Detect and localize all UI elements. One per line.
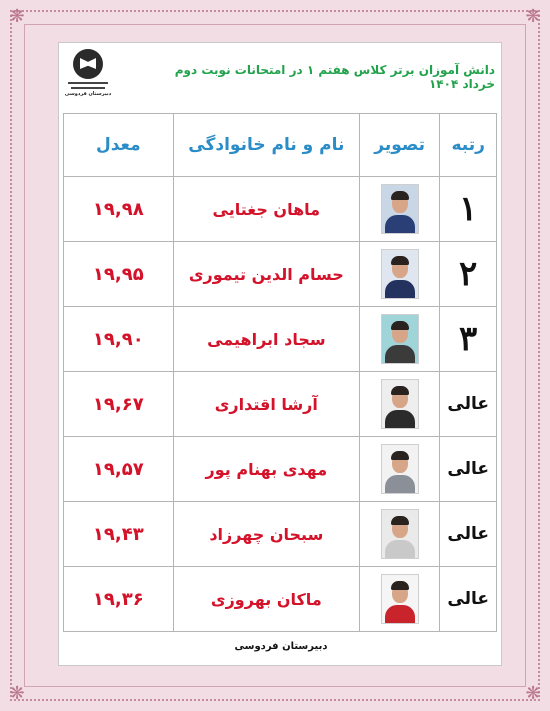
hair — [391, 191, 409, 200]
rank-cell — [440, 242, 497, 307]
shirt — [385, 215, 415, 234]
student-name: سجاد ابراهیمی — [207, 329, 326, 349]
table-row — [64, 177, 497, 242]
shirt — [385, 540, 415, 559]
name-cell — [173, 437, 359, 502]
school-logo — [65, 49, 111, 101]
column-header-average: معدل — [64, 114, 174, 177]
average-cell — [64, 242, 174, 307]
average-value: ۱۹,۵۷ — [92, 458, 144, 480]
student-photo — [381, 509, 419, 559]
student-photo — [381, 379, 419, 429]
photo-cell — [360, 177, 440, 242]
rank-cell — [440, 372, 497, 437]
corner-ornament-icon: ❋ — [9, 6, 25, 27]
shirt — [385, 475, 415, 494]
average-cell — [64, 177, 174, 242]
average-cell — [64, 307, 174, 372]
name-cell — [173, 242, 359, 307]
rank-value: عالی — [447, 589, 489, 609]
student-name: حسام الدین تیموری — [188, 264, 344, 284]
name-cell — [173, 307, 359, 372]
student-photo — [381, 444, 419, 494]
hair — [391, 256, 409, 265]
average-value: ۱۹,۹۰ — [92, 328, 144, 350]
column-header-rank: رتبه — [440, 114, 497, 177]
photo-cell — [360, 372, 440, 437]
book-emblem-icon — [73, 49, 103, 79]
page-title: دانش آموزان برتر کلاس هفتم ۱ در امتحانات نوبت دوم خرداد ۱۴۰۴ — [174, 63, 495, 91]
student-name: سبحان چهرزاد — [209, 524, 324, 544]
table-row — [64, 242, 497, 307]
average-cell — [64, 502, 174, 567]
student-name: آرشا اقتداری — [214, 394, 318, 414]
corner-ornament-icon: ❋ — [525, 683, 541, 704]
table-row — [64, 372, 497, 437]
table-body — [64, 177, 497, 632]
student-name: مهدی بهنام پور — [205, 459, 328, 479]
photo-cell — [360, 567, 440, 632]
student-name: ماکان بهروزی — [210, 589, 322, 609]
shirt — [385, 345, 415, 364]
rank-cell — [440, 307, 497, 372]
average-value: ۱۹,۹۸ — [92, 198, 144, 220]
rank-cell — [440, 502, 497, 567]
student-photo — [381, 574, 419, 624]
photo-cell — [360, 242, 440, 307]
results-sheet — [58, 42, 502, 666]
average-value: ۱۹,۶۷ — [92, 393, 144, 415]
average-value: ۱۹,۳۶ — [92, 588, 144, 610]
average-value: ۱۹,۹۵ — [92, 263, 144, 285]
photo-cell — [360, 437, 440, 502]
rank-value: ۳ — [459, 319, 478, 359]
hair — [391, 451, 409, 460]
average-cell — [64, 567, 174, 632]
corner-ornament-icon: ❋ — [9, 683, 25, 704]
rank-value: عالی — [447, 394, 489, 414]
photo-cell — [360, 307, 440, 372]
student-name: ماهان جغتایی — [212, 199, 321, 219]
rank-cell — [440, 177, 497, 242]
column-header-photo: تصویر — [360, 114, 440, 177]
name-cell — [173, 177, 359, 242]
average-cell — [64, 437, 174, 502]
rank-cell — [440, 437, 497, 502]
name-cell — [173, 372, 359, 437]
table-row — [64, 502, 497, 567]
rank-value: عالی — [447, 459, 489, 479]
shirt — [385, 410, 415, 429]
table-row — [64, 567, 497, 632]
average-value: ۱۹,۴۳ — [92, 523, 144, 545]
name-cell — [173, 567, 359, 632]
corner-ornament-icon: ❋ — [525, 6, 541, 27]
table-row — [64, 307, 497, 372]
rank-value: ۲ — [459, 254, 478, 294]
average-cell — [64, 372, 174, 437]
name-cell — [173, 502, 359, 567]
table-row — [64, 437, 497, 502]
student-photo — [381, 314, 419, 364]
footer-school-name: دبیرستان فردوسی — [234, 641, 328, 652]
photo-cell — [360, 502, 440, 567]
column-header-name: نام و نام خانوادگی — [173, 114, 359, 177]
rank-value: ۱ — [459, 189, 478, 229]
student-photo — [381, 249, 419, 299]
rank-cell — [440, 567, 497, 632]
logo-text: دبیرستان فردوسی — [64, 91, 112, 97]
shirt — [385, 605, 415, 624]
hair — [391, 386, 409, 395]
student-photo — [381, 184, 419, 234]
hair — [391, 321, 409, 330]
table-header-row — [64, 114, 497, 177]
results-table — [63, 113, 497, 632]
hair — [391, 516, 409, 525]
hair — [391, 581, 409, 590]
rank-value: عالی — [447, 524, 489, 544]
shirt — [385, 280, 415, 299]
